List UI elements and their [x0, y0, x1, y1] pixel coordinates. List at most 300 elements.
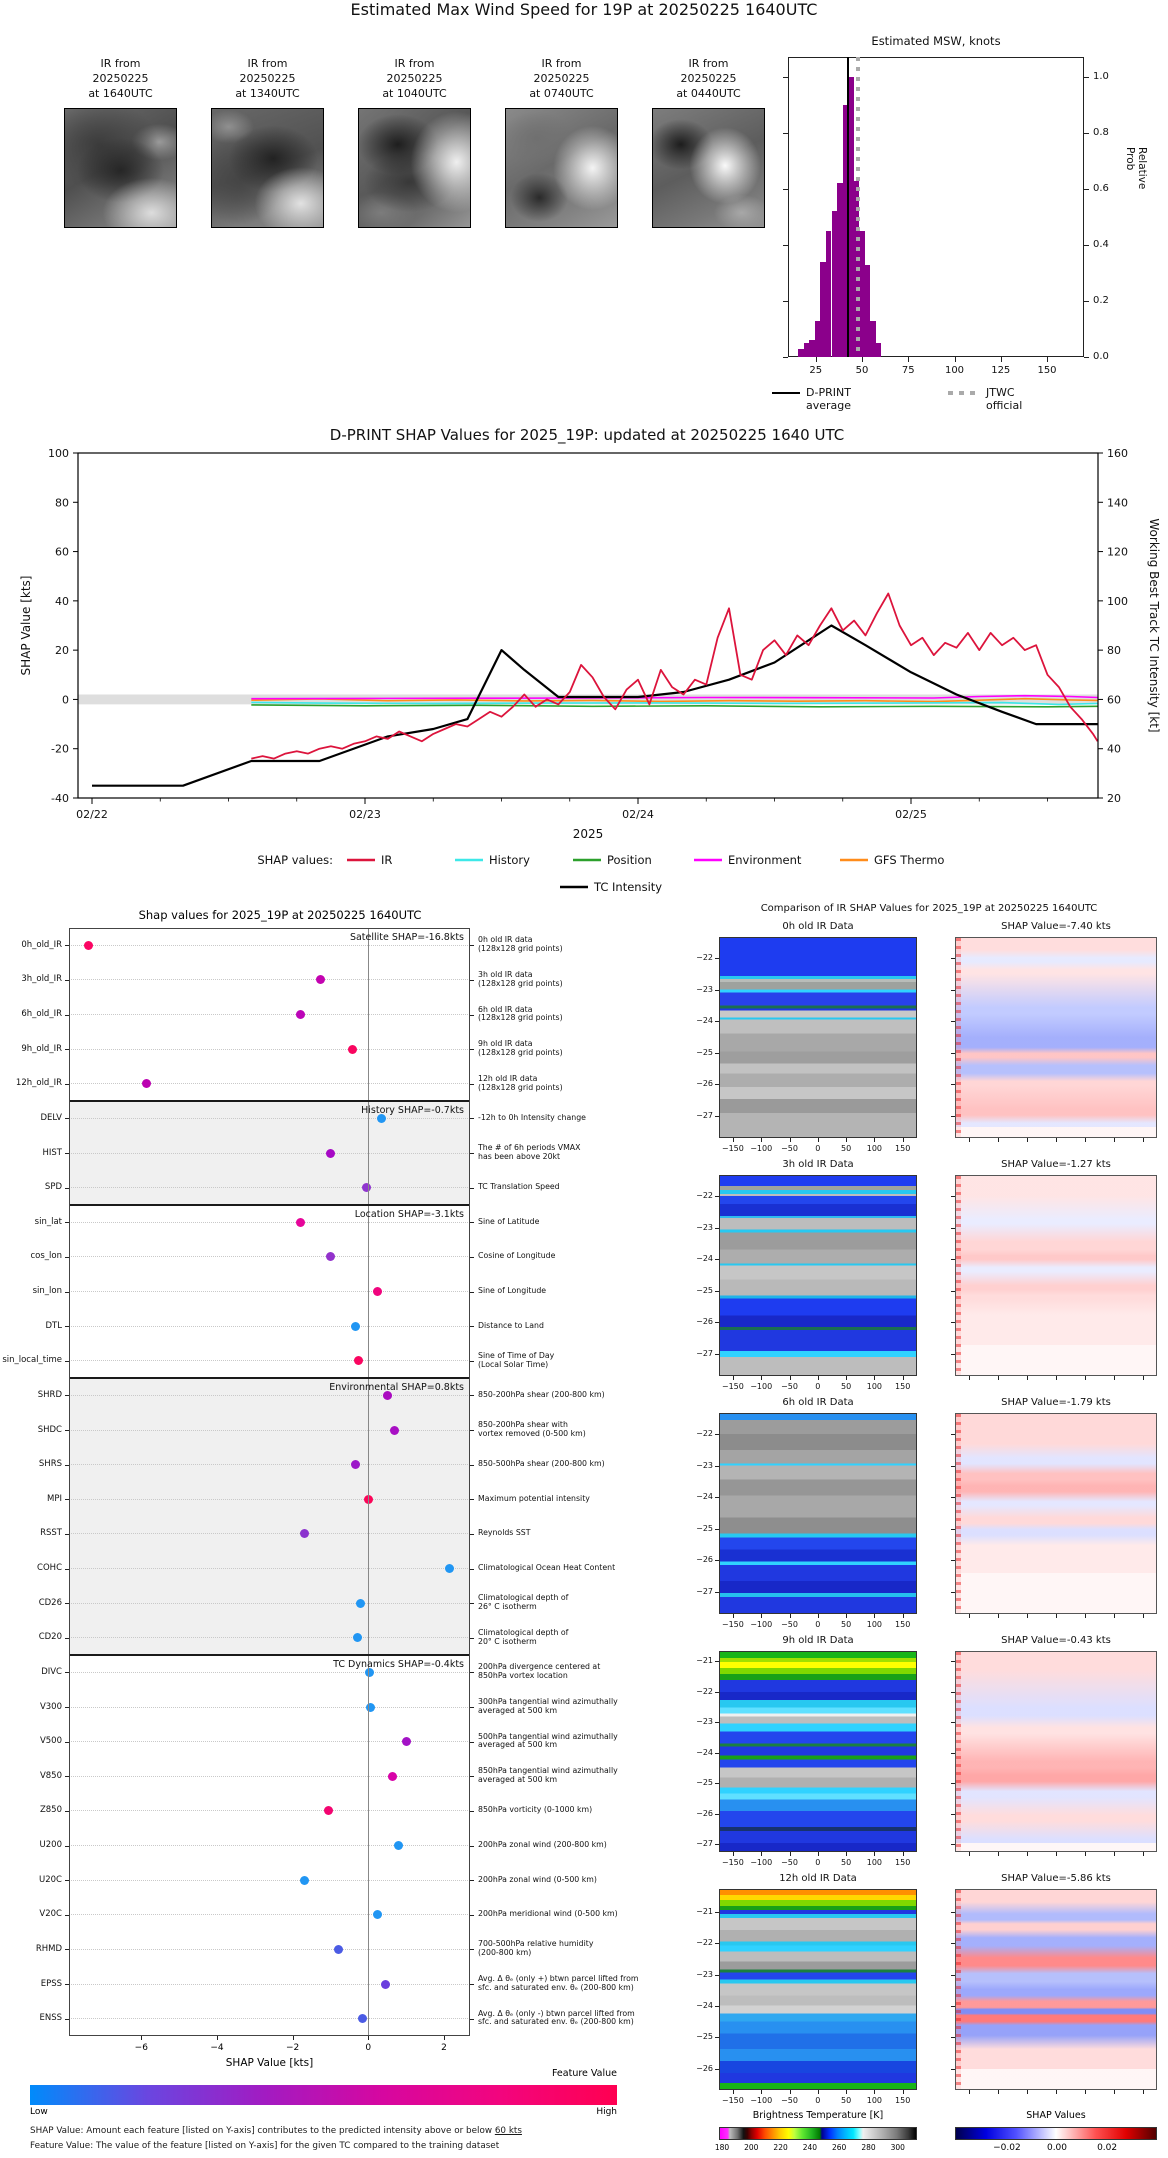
feature-description: [478, 1495, 590, 1504]
feature-description: [478, 1252, 555, 1261]
legend-label-history: History: [489, 853, 530, 867]
heatmap-xtick-mark: [903, 1376, 904, 1380]
shap-heatmap-left-edge-strip: [956, 1652, 961, 1851]
heatmap-xtick-label: 0: [815, 1620, 821, 1629]
shap-heatmap-ytick-mark: [951, 1466, 955, 1467]
feature-description-line: 500hPa tangential wind azimuthally: [478, 1731, 618, 1741]
feature-label: V20C: [39, 1909, 62, 1920]
feature-desc-tick: [470, 1465, 474, 1466]
heatmap-xtick-label: −100: [750, 2096, 773, 2105]
footnote-shap-value-text: SHAP Value: Amount each feature [listed on Y-axis] contributes to the predicted intensity above or below: [30, 2126, 495, 2136]
feature-label: DELV: [40, 1112, 62, 1123]
heatmap-ytick-label: −27: [696, 1839, 713, 1849]
heatmap-xtick-label: 150: [895, 1382, 911, 1391]
heatmap-ytick-label: −22: [696, 1938, 713, 1948]
beeswarm-xtick-label: 0: [365, 2043, 372, 2053]
feature-desc-tick: [470, 1776, 474, 1777]
timeseries-ylabel-left: SHAP Value [kts]: [19, 575, 33, 676]
heatmap-ytick-label: −21: [696, 1906, 713, 1916]
shap-heatmap-xtick-mark: [1085, 1138, 1086, 1142]
brightness-temp-tick-label: 240: [802, 2143, 818, 2152]
left-ytick-label: -40: [51, 792, 69, 805]
shap-value-title: SHAP Value=-1.79 kts: [1001, 1397, 1111, 1408]
feature-desc-tick: [470, 1846, 474, 1847]
heatmap-ytick-mark: [715, 1943, 719, 1944]
feature-description-line: Reynolds SST: [478, 1528, 531, 1538]
heatmap-xtick-mark: [761, 1614, 762, 1618]
brightness-temp-tick-label: 300: [890, 2143, 905, 2152]
shap-heatmap-ytick-mark: [951, 2006, 955, 2007]
ir-thumbnail-caption-line: at 0440UTC: [676, 87, 741, 100]
feature-label: COHC: [37, 1563, 62, 1574]
feature-description-line: Cosine of Longitude: [478, 1251, 556, 1261]
feature-description-line: averaged at 500 km: [478, 1775, 558, 1785]
right-ytick-label: 140: [1107, 496, 1128, 510]
beeswarm-xtick-label: 2: [441, 2043, 447, 2053]
feature-label: DIVC: [41, 1666, 62, 1677]
brightness-temp-tick-label: 260: [832, 2143, 847, 2152]
series-ir: [251, 594, 1097, 759]
feature-description: [478, 1322, 544, 1331]
ir-data-title: 6h old IR Data: [782, 1397, 854, 1408]
series-position: [251, 705, 1097, 707]
feature-desc-tick: [470, 980, 474, 981]
shap-heatmap-ytick-mark: [951, 1722, 955, 1723]
footnote-feature-value: Feature Value: The value of the feature [listed on Y-axis] for the given TC compared to the training dataset: [30, 2141, 500, 2151]
feature-description-line: 26° C isotherm: [478, 1601, 537, 1611]
shap-heatmap-xtick-mark: [1056, 2090, 1057, 2094]
ir-data-heatmap: [719, 1175, 917, 1376]
heatmap-xtick-mark: [818, 1852, 819, 1856]
shap-heatmap-xtick-mark: [1027, 2090, 1028, 2094]
beeswarm-plot-box: [69, 928, 470, 2036]
feature-description: [478, 1529, 531, 1538]
shap-heatmap-ytick-mark: [951, 1053, 955, 1054]
feature-description-line: (128x128 grid points): [478, 1013, 563, 1023]
shap-heatmap-xtick-mark: [998, 1138, 999, 1142]
shap-heatmap-xtick-mark: [1143, 1376, 1144, 1380]
heatmap-ytick-label: −21: [696, 1656, 713, 1665]
heatmap-xtick-mark: [846, 1852, 847, 1856]
feature-description-line: 850-200hPa shear with: [478, 1420, 568, 1430]
feature-description: [478, 1564, 615, 1573]
heatmap-ytick-mark: [715, 1053, 719, 1054]
heatmap-ytick-mark: [715, 1975, 719, 1976]
heatmap-ytick-mark: [715, 1291, 719, 1292]
histogram-xtick-label: 50: [855, 365, 869, 376]
ir-thumbnail-caption-line: at 1340UTC: [235, 87, 300, 100]
feature-description-line: 850hPa tangential wind azimuthally: [478, 1766, 618, 1776]
feature-label: DTL: [45, 1320, 62, 1331]
feature-label: U20C: [39, 1874, 62, 1885]
shap-heatmap-ytick-mark: [951, 1322, 955, 1323]
heatmap-xtick-label: −50: [781, 1382, 798, 1391]
heatmap-xtick-mark: [790, 1614, 791, 1618]
feature-desc-tick: [470, 1499, 474, 1500]
shap-heatmap: [955, 1651, 1157, 1852]
feature-label: EPSS: [40, 1978, 62, 1989]
heatmap-xtick-mark: [761, 1138, 762, 1142]
heatmap-xtick-label: −100: [750, 1858, 773, 1867]
heatmap-ytick-mark: [715, 1228, 719, 1229]
legend-label-ir: IR: [381, 853, 393, 867]
ir-thumbnail-caption-line: 20250225: [680, 72, 737, 85]
feature-label: SHRD: [37, 1389, 62, 1400]
shap-heatmap-xtick-mark: [1027, 1614, 1028, 1618]
heatmap-xtick-mark: [846, 1376, 847, 1380]
feature-description-line: averaged at 500 km: [478, 1740, 558, 1750]
heatmap-ytick-label: −25: [696, 1778, 713, 1788]
shap-heatmap-xtick-mark: [998, 1376, 999, 1380]
heatmap-xtick-label: 0: [815, 1144, 821, 1153]
feature-description-line: 3h old IR data: [478, 969, 533, 979]
histogram-ytick-label: 0.0: [1093, 351, 1109, 362]
feature-desc-tick: [470, 1326, 474, 1327]
beeswarm-xtick-label: −6: [134, 2043, 148, 2053]
heatmap-ytick-label: −22: [696, 1190, 713, 1200]
histogram-ylabel: Relative Prob: [1124, 147, 1148, 190]
beeswarm-section-label: History SHAP=-0.7kts: [361, 1105, 464, 1117]
feature-label: RHMD: [35, 1943, 62, 1954]
timeseries-ylabel-right: Working Best Track TC Intensity [kt]: [1147, 518, 1161, 733]
shap-heatmap-ytick-mark: [951, 1529, 955, 1530]
ir-thumbnail-caption-line: 20250225: [92, 72, 149, 85]
heatmap-ytick-mark: [715, 2069, 719, 2070]
feature-description: [478, 1806, 592, 1815]
legend-label-gfs-thermo: GFS Thermo: [874, 853, 945, 867]
feature-desc-tick: [470, 1292, 474, 1293]
feature-desc-tick: [470, 1395, 474, 1396]
shap-heatmap-xtick-mark: [1143, 1138, 1144, 1142]
left-ytick-label: -20: [51, 742, 69, 756]
shap-heatmap-left-edge-strip: [956, 1890, 961, 2089]
heatmap-ytick-label: −24: [696, 2001, 713, 2010]
heatmap-xtick-mark: [846, 1138, 847, 1142]
feature-description-line: 200hPa zonal wind (0-500 km): [478, 1874, 597, 1884]
feature-label: 12h_old_IR: [15, 1078, 62, 1089]
feature-desc-tick: [470, 1257, 474, 1258]
page-title: Estimated Max Wind Speed for 19P at 20250225 1640UTC: [350, 0, 818, 19]
feature-description-line: 20° C isotherm: [478, 1636, 537, 1646]
feature-description-line: (200-800 km): [478, 1948, 532, 1958]
shap-heatmap-ytick-mark: [951, 1291, 955, 1292]
feature-description: [478, 1975, 638, 1993]
right-ytick-label: 20: [1107, 792, 1121, 805]
feature-description: [478, 1352, 554, 1370]
feature-description-line: 850-200hPa shear (200-800 km): [478, 1389, 605, 1399]
shap-heatmap-ytick-mark: [951, 1661, 955, 1662]
heatmap-ytick-label: −24: [696, 1016, 713, 1025]
heatmap-ytick-label: −26: [696, 1808, 713, 1818]
beeswarm-section-label: Location SHAP=-3.1kts: [354, 1209, 464, 1221]
shap-heatmap: [955, 1413, 1157, 1614]
heatmap-xtick-mark: [790, 2090, 791, 2094]
heatmap-ytick-label: −23: [696, 1717, 713, 1727]
heatmap-xtick-mark: [733, 1614, 734, 1618]
ir-thumbnail-caption-line: IR from: [541, 57, 582, 70]
feature-description-line: sfc. and saturated env. θₑ (200-800 km): [478, 1982, 634, 1992]
feature-label: CD20: [38, 1632, 62, 1643]
beeswarm-xtick-mark: [217, 2036, 218, 2040]
feature-desc-tick: [470, 1430, 474, 1431]
feature-label: U200: [39, 1840, 62, 1851]
feature-description-line: sfc. and saturated env. θₑ (200-800 km): [478, 2017, 634, 2027]
heatmap-ytick-label: −24: [696, 1747, 713, 1757]
shap-heatmap-ytick-mark: [951, 1692, 955, 1693]
shap-heatmap-ytick-mark: [951, 1259, 955, 1260]
feature-description: [478, 1114, 586, 1123]
right-ytick-label: 40: [1107, 742, 1121, 756]
left-ytick-label: 60: [55, 545, 69, 559]
heatmap-xtick-label: −50: [781, 1144, 798, 1153]
shap-heatmap-ytick-mark: [951, 1753, 955, 1754]
heatmap-xtick-mark: [874, 1376, 875, 1380]
shap-values-tick-label: 0.00: [1046, 2143, 1068, 2153]
heatmap-xtick-mark: [874, 1852, 875, 1856]
shap-heatmap-xtick-mark: [1143, 1614, 1144, 1618]
feature-description-line: 300hPa tangential wind azimuthally: [478, 1697, 618, 1707]
brightness-temp-tick-label: 220: [773, 2143, 788, 2152]
histogram-ytick-label: 0.8: [1093, 127, 1109, 138]
feature-label: 9h_old_IR: [21, 1043, 62, 1054]
heatmap-ytick-mark: [715, 1783, 719, 1784]
feature-description-line: Distance to Land: [478, 1320, 544, 1330]
heatmap-xtick-mark: [790, 1138, 791, 1142]
feature-description-line: 850hPa vortex location: [478, 1671, 568, 1681]
shap-heatmap-xtick-mark: [998, 1852, 999, 1856]
heatmap-ytick-label: −25: [696, 1047, 713, 1057]
shap-heatmap-ytick-mark: [951, 990, 955, 991]
feature-value-low-label: Low: [30, 2107, 48, 2117]
feature-description: [478, 1421, 586, 1439]
brightness-temp-tick-label: 280: [861, 2143, 876, 2152]
heatmap-xtick-label: −100: [750, 1620, 773, 1629]
heatmap-xtick-mark: [903, 1614, 904, 1618]
right-ytick-label: 60: [1107, 693, 1121, 707]
heatmap-xtick-mark: [874, 2090, 875, 2094]
heatmap-xtick-mark: [818, 2090, 819, 2094]
ir-data-heatmap: [719, 1889, 917, 2090]
feature-description-line: 6h old IR data: [478, 1004, 533, 1014]
shap-heatmap-ytick-mark: [951, 2037, 955, 2038]
shap-heatmap-xtick-mark: [1114, 2090, 1115, 2094]
shap-heatmap-ytick-mark: [951, 1592, 955, 1593]
heatmap-xtick-label: −150: [721, 1382, 744, 1391]
heatmap-ytick-mark: [715, 2037, 719, 2038]
ir-thumbnail-caption-line: IR from: [100, 57, 141, 70]
heatmap-ytick-mark: [715, 1814, 719, 1815]
feature-desc-tick: [470, 1361, 474, 1362]
feature-description: [478, 1733, 618, 1751]
heatmap-xtick-label: 100: [866, 2096, 883, 2105]
shap-heatmap-ytick-mark: [951, 1196, 955, 1197]
feature-description: [478, 1460, 605, 1469]
histogram-ytick-label: 0.2: [1093, 295, 1109, 306]
feature-label: SHRS: [38, 1459, 62, 1470]
feature-description: [478, 1075, 563, 1093]
legend-label-tc-intensity: TC Intensity: [594, 880, 663, 894]
beeswarm-section-label: TC Dynamics SHAP=-0.4kts: [333, 1659, 464, 1671]
shap-heatmap-left-edge-strip: [956, 1414, 961, 1613]
feature-value-high-label: High: [596, 2107, 617, 2117]
feature-description: [478, 1910, 618, 1919]
heatmap-ytick-label: −25: [696, 1523, 713, 1533]
shap-heatmap-ytick-mark: [951, 1943, 955, 1944]
right-ytick-label: 100: [1107, 594, 1128, 608]
right-ytick-label: 120: [1107, 545, 1128, 559]
feature-desc-tick: [470, 1880, 474, 1881]
feature-description: [478, 936, 563, 954]
shap-heatmap-ytick-mark: [951, 958, 955, 959]
shap-heatmap-ytick-mark: [951, 1975, 955, 1976]
shap-heatmap-ytick-mark: [951, 1434, 955, 1435]
feature-label: V500: [39, 1736, 62, 1747]
shap-heatmap-ytick-mark: [951, 1084, 955, 1085]
feature-description-line: Climatological depth of: [478, 1593, 569, 1603]
feature-description: [478, 1940, 593, 1958]
feature-label: sin_lon: [32, 1286, 62, 1297]
feature-desc-tick: [470, 1811, 474, 1812]
shap-values-colorbar: [955, 2127, 1157, 2140]
feature-description-line: (128x128 grid points): [478, 1047, 563, 1057]
feature-description: [478, 1663, 600, 1681]
heatmap-ytick-label: −24: [696, 1254, 713, 1263]
ir-thumbnail-caption-line: at 1040UTC: [382, 87, 447, 100]
feature-desc-tick: [470, 1569, 474, 1570]
heatmap-ytick-mark: [715, 1912, 719, 1913]
feature-label: SHDC: [37, 1424, 62, 1435]
left-ytick-label: 100: [48, 447, 69, 460]
timeseries-title: D-PRINT SHAP Values for 2025_19P: updated at 20250225 1640 UTC: [329, 426, 845, 444]
heatmap-ytick-label: −22: [696, 952, 713, 962]
feature-label: MPI: [47, 1493, 62, 1504]
shap-heatmap-ytick-mark: [951, 1912, 955, 1913]
brightness-temp-tick-label: 180: [714, 2143, 730, 2152]
heatmap-ytick-label: −22: [696, 1428, 713, 1438]
right-ytick-label: 160: [1107, 447, 1128, 460]
feature-description-line: The # of 6h periods VMAX: [478, 1143, 581, 1153]
xtick-label: 02/22: [76, 808, 108, 821]
feature-desc-tick: [470, 1015, 474, 1016]
feature-label: HIST: [42, 1147, 62, 1158]
shap-values-tick-label: 0.02: [1097, 2143, 1118, 2153]
feature-description-line: Sine of Time of Day: [478, 1350, 555, 1360]
ir-thumbnail-caption-line: 20250225: [386, 72, 443, 85]
ir-thumbnail-caption-line: 20250225: [239, 72, 296, 85]
timeseries-xlabel: 2025: [572, 827, 604, 841]
heatmap-xtick-label: −150: [721, 1858, 744, 1867]
beeswarm-section-label: Satellite SHAP=-16.8kts: [349, 932, 464, 944]
footnote-shap-value: [30, 2126, 522, 2136]
feature-description: [478, 1391, 605, 1400]
feature-desc-tick: [470, 1222, 474, 1223]
beeswarm-xtick-mark: [293, 2036, 294, 2040]
ir-thumbnail-caption-line: at 1640UTC: [88, 87, 153, 100]
shap-heatmap-ytick-mark: [951, 1228, 955, 1229]
feature-description: [478, 1767, 618, 1785]
heatmap-ytick-mark: [715, 1259, 719, 1260]
feature-description-line: -12h to 0h Intensity change: [478, 1112, 586, 1122]
heatmap-xtick-label: 150: [895, 1144, 911, 1153]
histogram-xtick-label: 150: [1037, 365, 1057, 376]
heatmap-ytick-label: −23: [696, 1460, 713, 1470]
dprint-average-legend-label: D-PRINT average: [806, 386, 852, 412]
feature-label: CD26: [38, 1597, 62, 1608]
shap-heatmap-xtick-mark: [969, 1376, 970, 1380]
shap-heatmap-xtick-mark: [1056, 1376, 1057, 1380]
comparison-title: Comparison of IR SHAP Values for 2025_19P at 20250225 1640UTC: [760, 903, 1098, 914]
beeswarm-xtick-mark: [141, 2036, 142, 2040]
heatmap-ytick-mark: [715, 1722, 719, 1723]
feature-description-line: 850hPa vorticity (0-1000 km): [478, 1805, 593, 1815]
feature-desc-tick: [470, 1915, 474, 1916]
heatmap-xtick-label: 150: [895, 1858, 911, 1867]
feature-value-colorbar: [30, 2085, 617, 2105]
shap-heatmap: [955, 937, 1157, 1138]
heatmap-xtick-mark: [903, 1852, 904, 1856]
heatmap-xtick-label: −150: [721, 1144, 744, 1153]
feature-label: Z850: [39, 1805, 62, 1816]
heatmap-ytick-label: −26: [696, 1079, 713, 1089]
heatmap-xtick-label: 100: [866, 1620, 883, 1629]
feature-description: [478, 1006, 563, 1024]
feature-description: [478, 1594, 568, 1612]
heatmap-ytick-label: −24: [696, 1492, 713, 1501]
ir-thumbnail-caption-line: IR from: [688, 57, 729, 70]
heatmap-xtick-mark: [761, 1852, 762, 1856]
feature-desc-tick: [470, 1984, 474, 1985]
heatmap-xtick-label: 100: [866, 1858, 883, 1867]
ir-data-title: 3h old IR Data: [782, 1159, 854, 1170]
heatmap-xtick-label: −50: [781, 1858, 798, 1867]
feature-label: SPD: [44, 1182, 62, 1193]
feature-description-line: averaged at 500 km: [478, 1705, 558, 1715]
histogram-title: Estimated MSW, knots: [871, 34, 1001, 48]
histogram-xtick-label: 100: [944, 365, 965, 376]
xtick-label: 02/25: [895, 808, 927, 821]
heatmap-ytick-mark: [715, 1322, 719, 1323]
heatmap-xtick-mark: [790, 1852, 791, 1856]
jtwc-official-legend-label: JTWC official: [986, 386, 1023, 412]
heatmap-ytick-label: −26: [696, 1555, 713, 1565]
shap-value-title: SHAP Value=-1.27 kts: [1001, 1159, 1111, 1170]
feature-label: 0h_old_IR: [21, 939, 62, 950]
heatmap-ytick-mark: [715, 1844, 719, 1845]
feature-label: 3h_old_IR: [21, 974, 62, 985]
shap-heatmap-xtick-mark: [1027, 1376, 1028, 1380]
heatmap-ytick-mark: [715, 1497, 719, 1498]
heatmap-xtick-mark: [903, 2090, 904, 2094]
heatmap-xtick-mark: [790, 1376, 791, 1380]
heatmap-xtick-label: −150: [721, 1620, 744, 1629]
shap-heatmap-ytick-mark: [951, 1497, 955, 1498]
histogram-xtick-label: 125: [991, 365, 1011, 376]
heatmap-xtick-mark: [874, 1614, 875, 1618]
timeseries-legend-prefix: SHAP values:: [257, 853, 333, 867]
feature-desc-tick: [470, 1949, 474, 1950]
feature-label: V850: [39, 1770, 62, 1781]
heatmap-ytick-mark: [715, 958, 719, 959]
heatmap-xtick-label: −50: [781, 1620, 798, 1629]
ir-data-title: 12h old IR Data: [779, 1873, 857, 1884]
heatmap-ytick-mark: [715, 1753, 719, 1754]
heatmap-xtick-label: 0: [815, 1382, 821, 1391]
feature-description-line: (128x128 grid points): [478, 1082, 563, 1092]
shap-heatmap-ytick-mark: [951, 1354, 955, 1355]
ir-data-heatmap: [719, 1413, 917, 1614]
shap-heatmap-xtick-mark: [1143, 1852, 1144, 1856]
feature-description: [478, 1183, 560, 1192]
